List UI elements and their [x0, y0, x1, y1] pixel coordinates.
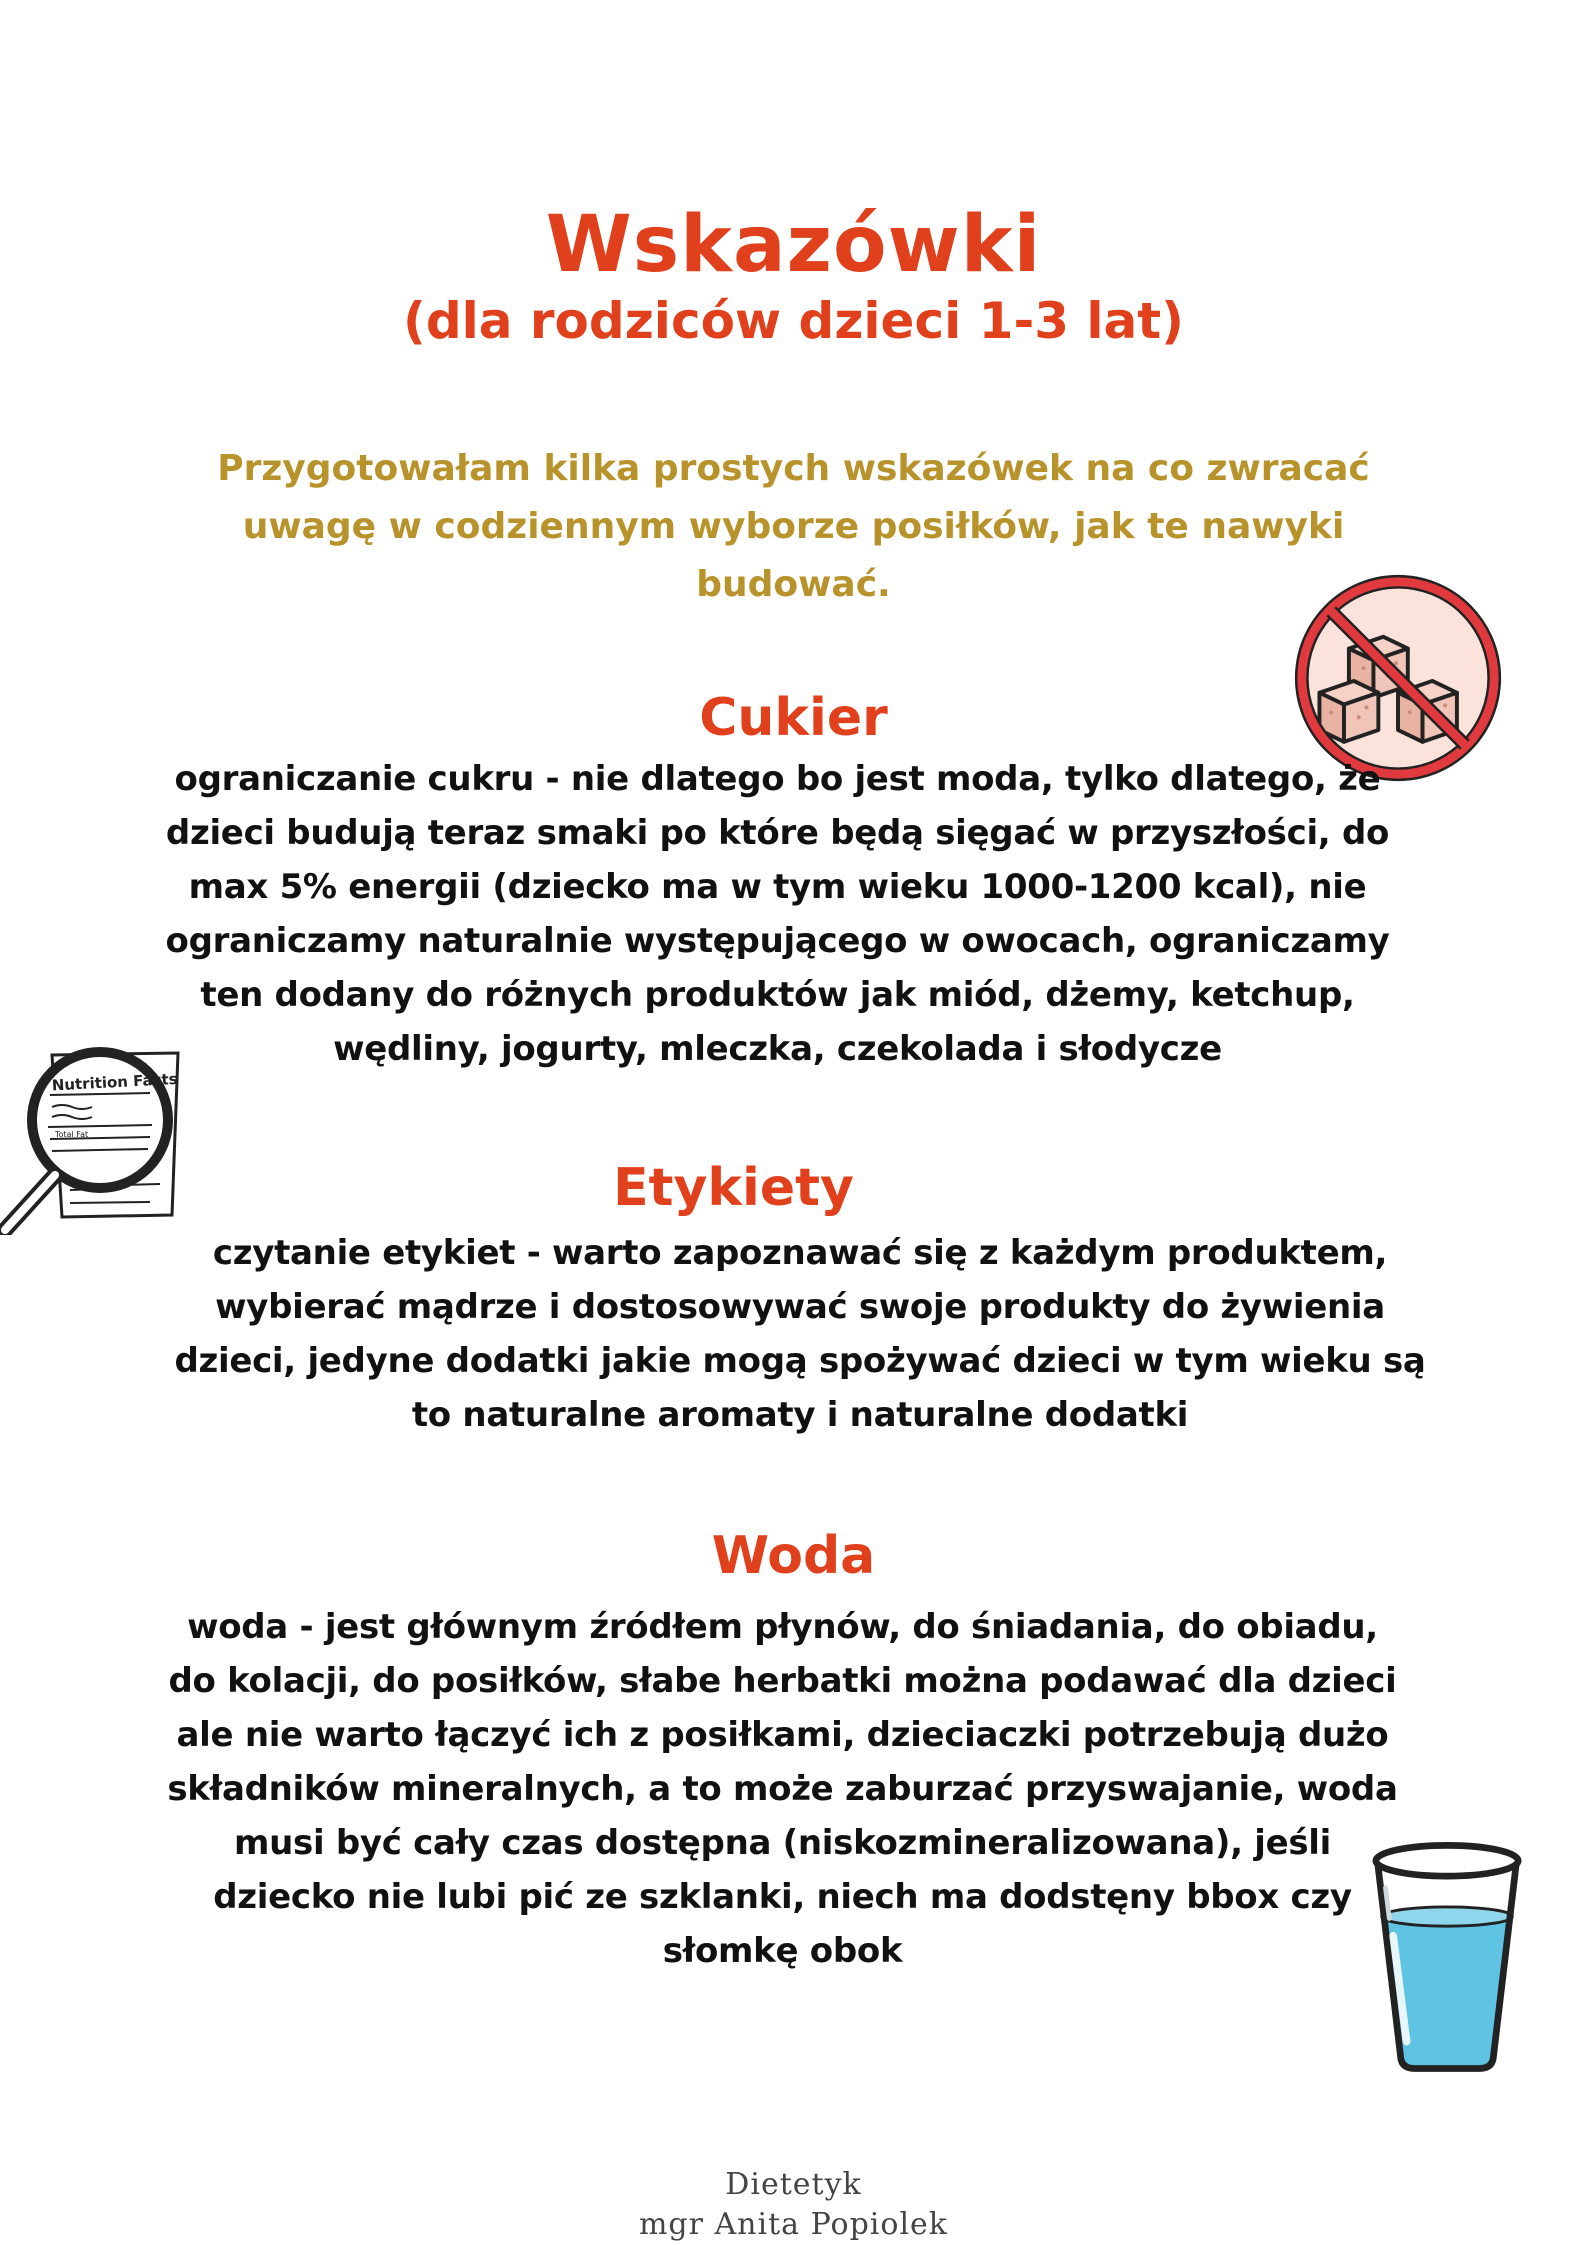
page-subtitle: (dla rodziców dzieci 1-3 lat) [402, 292, 1185, 350]
section-title-cukier: Cukier [699, 688, 888, 748]
section-title-woda: Woda [711, 1526, 876, 1586]
footer-signature [0, 2165, 1587, 2245]
section-text-woda: woda - jest głównym źródłem płynów, do śniadania, do obiadu, do kolacji, do posiłków, słabe herbatki można podawać dla dzieci ale nie warto łączyć ich z posiłkami, dzieciaczki potrzebują dużo składników mineralnych, a to może zaburzać przyswajanie, woda musi być cały czas dostępna (niskozmineralizowana), jeśli dziecko nie lubi pić ze szklanki, niech ma dodstęny bbox czy słomkę obok [167, 1607, 1398, 1971]
intro-text: Przygotowałam kilka prostych wskazówek na co zwracać uwagę w codziennym wyborze posiłków, jak te nawyki budować. [217, 448, 1370, 605]
page-title: Wskazówki [545, 200, 1042, 290]
water-glass-icon [1360, 1830, 1534, 2080]
nutrition-label-heading: Nutrition Facts [51, 1069, 179, 1095]
nutrition-label-total-fat: Total Fat [55, 1130, 89, 1139]
section-title-etykiety: Etykiety [613, 1158, 854, 1218]
footer-line-1: Dietetyk [725, 2167, 862, 2202]
footer-line-2: mgr Anita Popiolek [638, 2207, 948, 2242]
section-text-cukier: ograniczanie cukru - nie dlatego bo jest moda, tylko dlatego, że dzieci budują teraz smaki po które będą sięgać w przyszłości, do max 5% energii (dziecko ma w tym wieku 1000-1200 kcal), nie ograniczamy naturalnie występującego w owocach, ograniczamy ten dodany do różnych produktów jak miód, dżemy, ketchup, wędliny, jogurty, mleczka, czekolada i słodycze [165, 759, 1390, 1069]
section-text-etykiety: czytanie etykiet - warto zapoznawać się z każdym produktem, wybierać mądrze i dostosowywać swoje produkty do żywienia dzieci, jedyne dodatki jakie mogą spożywać dzieci w tym wieku są to naturalne aromaty i naturalne dodatki [174, 1233, 1426, 1435]
